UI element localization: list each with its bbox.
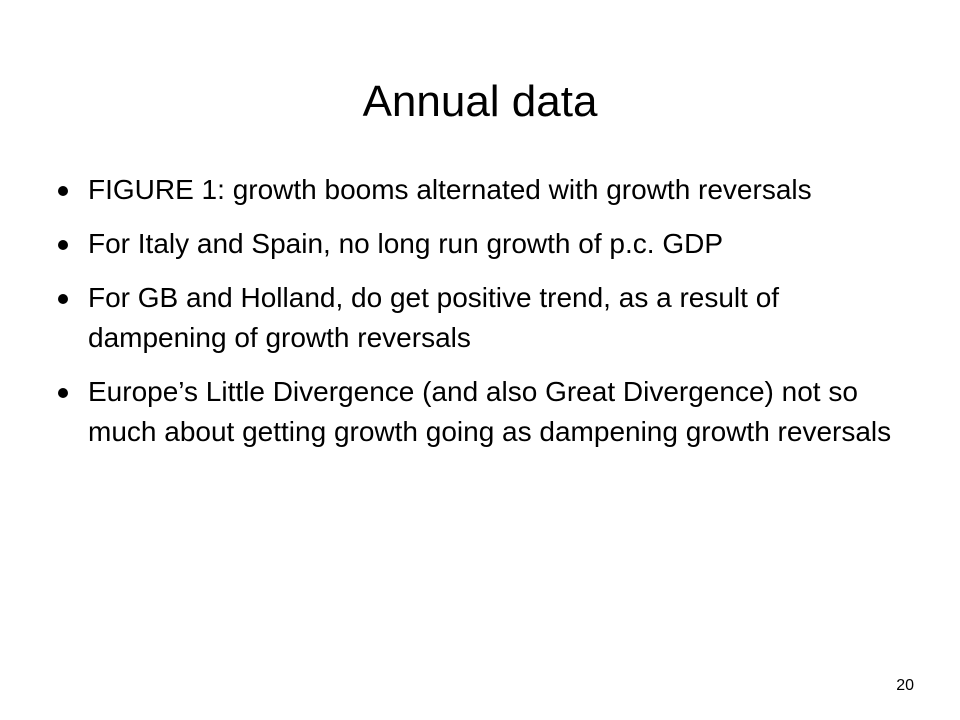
- page-number: 20: [896, 677, 914, 694]
- bullet-icon: [58, 186, 68, 196]
- bullet-icon: [58, 240, 68, 250]
- bullet-icon: [58, 294, 68, 304]
- bullet-list: [48, 170, 908, 466]
- bullet-text: Europe’s Little Divergence (and also Great Divergence) not so much about getting growth going as dampening growth reversals: [88, 376, 892, 447]
- bullet-icon: [58, 388, 68, 398]
- bullet-item: [48, 224, 908, 264]
- bullet-text: For GB and Holland, do get positive trend, as a result of dampening of growth reversals: [88, 282, 780, 353]
- bullet-text: For Italy and Spain, no long run growth of p.c. GDP: [88, 228, 724, 259]
- slide-title: Annual data: [362, 77, 598, 126]
- bullet-item: [48, 278, 908, 358]
- bullet-item: [48, 170, 908, 210]
- bullet-text: FIGURE 1: growth booms alternated with growth reversals: [88, 174, 812, 205]
- bullet-item: [48, 372, 908, 452]
